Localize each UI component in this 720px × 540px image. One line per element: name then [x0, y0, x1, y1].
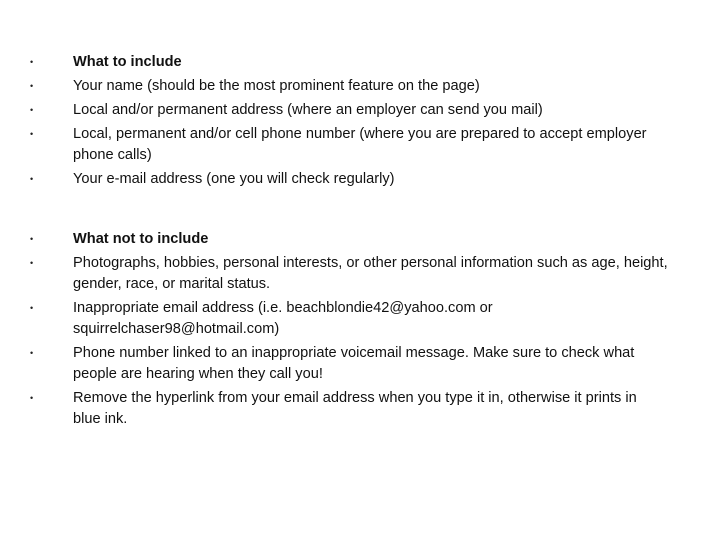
exclude-item-personal-info: Photographs, hobbies, personal interests, or other personal information such as age, height, gender, race, or marital status.	[73, 255, 668, 292]
list-item	[28, 100, 668, 121]
bullet: •	[30, 81, 34, 91]
list-item	[28, 388, 668, 430]
list-item	[28, 169, 668, 190]
list-item	[28, 124, 668, 166]
list-item	[28, 253, 668, 295]
include-item-email: Your e-mail address (one you will check regularly)	[73, 171, 395, 187]
list-item	[28, 229, 668, 250]
bullet: •	[30, 393, 34, 403]
exclude-item-voicemail: Phone number linked to an inappropriate voicemail message. Make sure to check what people are hearing when they call you!	[73, 345, 635, 382]
bullet: •	[30, 258, 34, 268]
list-item	[28, 343, 668, 385]
bullet: •	[30, 57, 34, 67]
list-item	[28, 76, 668, 97]
include-item-phone: Local, permanent and/or cell phone number (where you are prepared to accept employer phone calls)	[73, 126, 647, 163]
exclude-heading: What not to include	[73, 231, 209, 247]
list-item	[28, 52, 668, 73]
bullet: •	[30, 174, 34, 184]
bullet: •	[30, 303, 34, 313]
include-heading: What to include	[73, 54, 182, 70]
include-item-address: Local and/or permanent address (where an employer can send you mail)	[73, 102, 543, 118]
exclude-item-hyperlink: Remove the hyperlink from your email address when you type it in, otherwise it prints in blue ink.	[73, 390, 637, 427]
include-section	[28, 52, 668, 193]
bullet: •	[30, 129, 34, 139]
bullet: •	[30, 348, 34, 358]
include-item-name: Your name (should be the most prominent feature on the page)	[73, 78, 480, 94]
exclude-item-email-address: Inappropriate email address (i.e. beachblondie42@yahoo.com or squirrelchaser98@hotmail.com)	[73, 300, 493, 337]
bullet: •	[30, 105, 34, 115]
exclude-section	[28, 229, 668, 433]
list-item	[28, 298, 668, 340]
bullet: •	[30, 234, 34, 244]
